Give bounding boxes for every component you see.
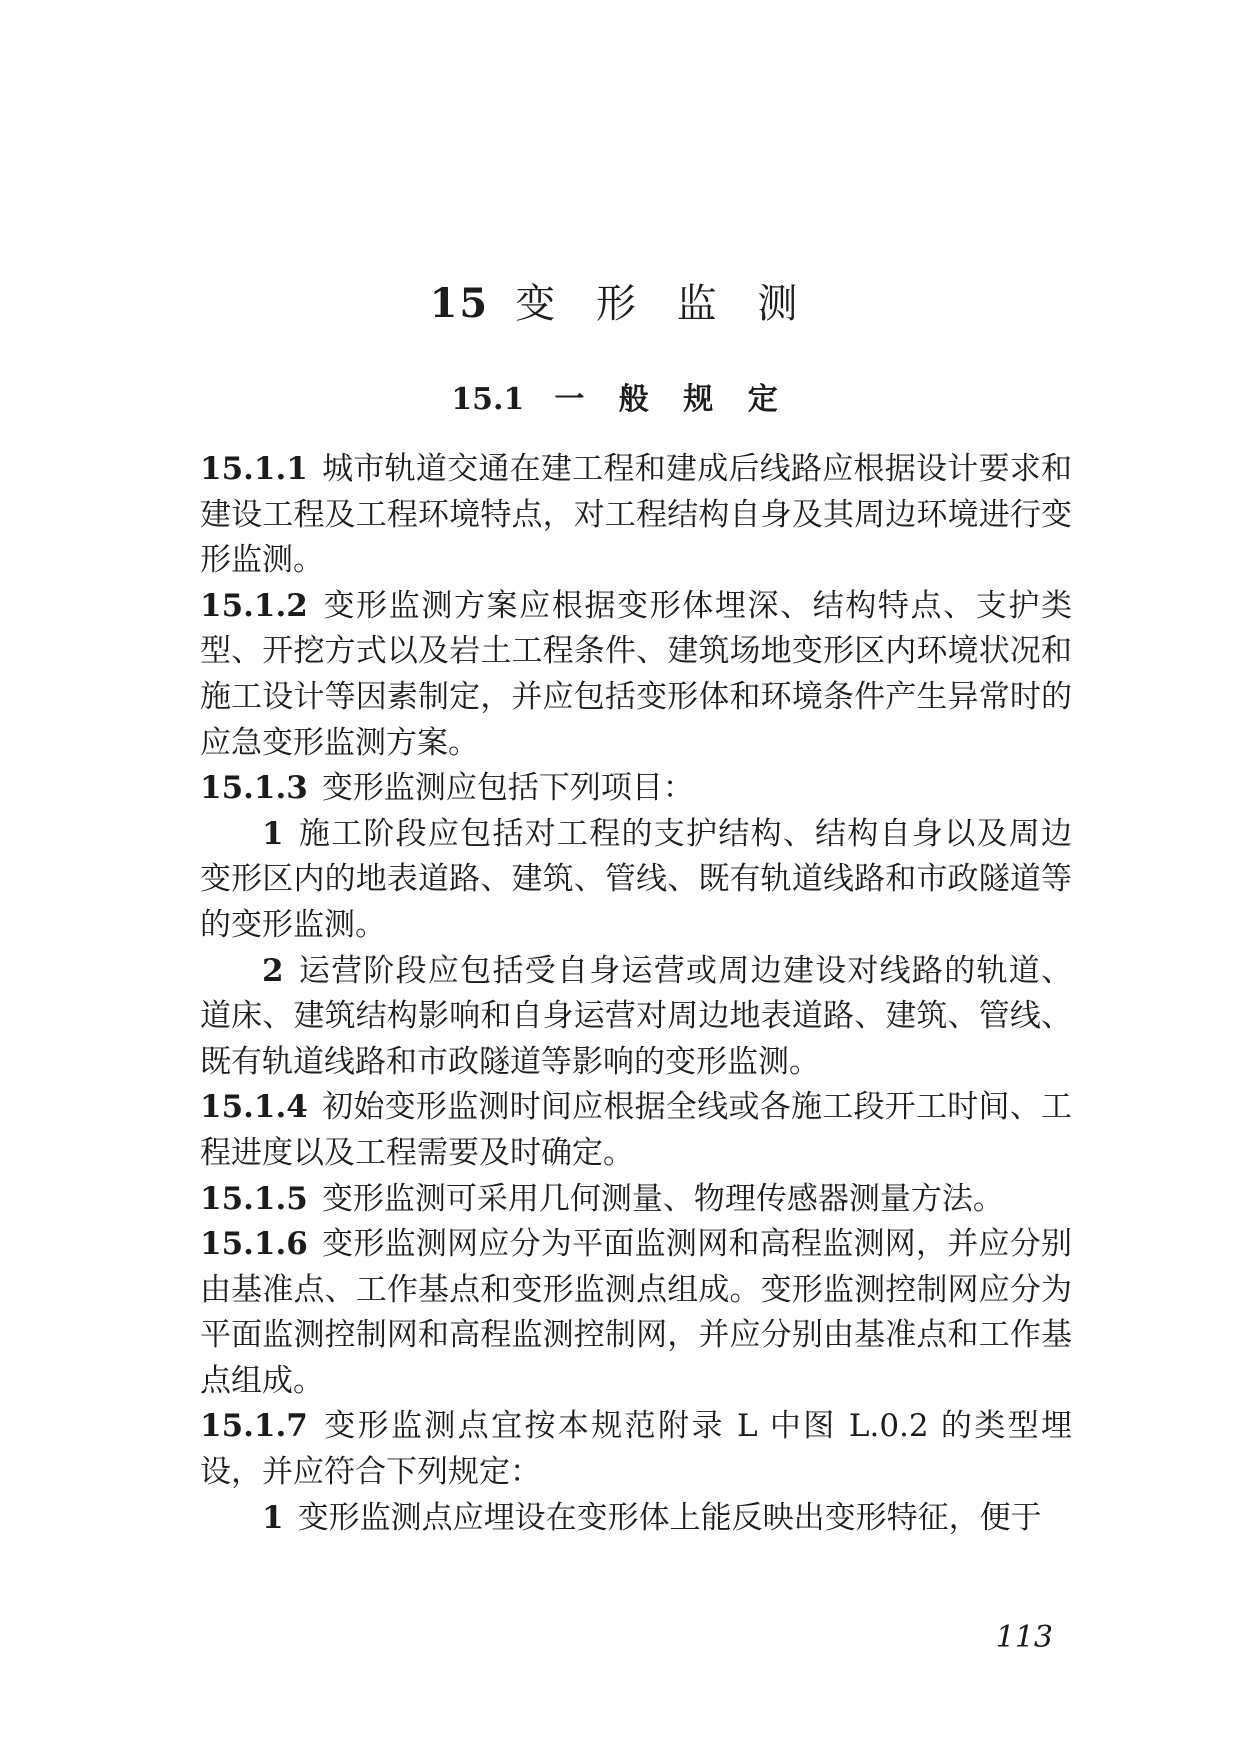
section-title-text: 一 般 规 定 xyxy=(554,382,790,417)
item-number: 1 xyxy=(262,815,284,852)
clause-number: 15.1.7 xyxy=(200,1408,308,1445)
clause-text: 变形监测可采用几何测量、物理传感器测量方法。 xyxy=(321,1180,1004,1217)
clause-text: 变形监测应包括下列项目： xyxy=(321,770,694,807)
clause-15-1-5 xyxy=(200,1177,1072,1223)
chapter-number: 15 xyxy=(429,280,490,327)
clause-15-1-4 xyxy=(200,1085,1072,1176)
clause-15-1-3 xyxy=(200,766,1072,812)
clause-number: 15.1.4 xyxy=(200,1089,308,1126)
clause-number: 15.1.1 xyxy=(200,451,308,487)
clause-text: 变形监测方案应根据变形体埋深、结构特点、支护类型、开挖方式以及岩土工程条件、建筑场地变形区内环境状况和施工设计等因素制定，并应包括变形体和环境条件产生异常时的应急变形监测方案。 xyxy=(200,587,1072,761)
clause-15-1-6 xyxy=(200,1222,1072,1404)
clause-number: 15.1.3 xyxy=(200,770,308,807)
clause-text: 城市轨道交通在建工程和建成后线路应根据设计要求和建设工程及工程环境特点，对工程结构自身及其周边环境进行变形监测。 xyxy=(200,451,1072,579)
clause-number: 15.1.5 xyxy=(200,1180,308,1217)
section-number: 15.1 xyxy=(451,382,525,417)
clause-text: 变形监测网应分为平面监测网和高程监测网，并应分别由基准点、工作基点和变形监测点组成。变形监测控制网应分为平面监测控制网和高程监测控制网，并应分别由基准点和工作基点组成。 xyxy=(200,1226,1072,1399)
clause-text: 初始变形监测时间应根据全线或各施工段开工时间、工程进度以及工程需要及时确定。 xyxy=(200,1089,1072,1171)
item-text: 变形监测点应埋设在变形体上能反映出变形特征，便于 xyxy=(297,1499,1042,1536)
clause-number: 15.1.6 xyxy=(200,1226,308,1263)
item-number: 2 xyxy=(262,952,284,989)
section-title xyxy=(0,378,1241,422)
clause-15-1-1 xyxy=(200,447,1072,584)
item-text: 施工阶段应包括对工程的支护结构、结构自身以及周边变形区内的地表道路、建筑、管线、既有轨道线路和市政隧道等的变形监测。 xyxy=(200,815,1072,943)
item-text: 运营阶段应包括受自身运营或周边建设对线路的轨道、道床、建筑结构影响和自身运营对周边地表道路、建筑、管线、既有轨道线路和市政隧道等影响的变形监测。 xyxy=(200,952,1072,1080)
body-text xyxy=(200,447,1072,1541)
clause-number: 15.1.2 xyxy=(200,587,308,624)
chapter-title-text: 变 形 监 测 xyxy=(515,281,812,327)
clause-15-1-7-item-1 xyxy=(200,1496,1072,1542)
clause-15-1-3-item-2 xyxy=(200,949,1072,1086)
clause-text: 变形监测点宜按本规范附录 L 中图 L.0.2 的类型埋设，并应符合下列规定： xyxy=(200,1408,1072,1491)
item-number: 1 xyxy=(262,1499,284,1536)
chapter-title xyxy=(0,276,1241,332)
clause-15-1-3-item-1 xyxy=(200,812,1072,949)
clause-15-1-2 xyxy=(200,584,1072,766)
clause-15-1-7 xyxy=(200,1404,1072,1495)
page-number: 113 xyxy=(995,1620,1053,1655)
